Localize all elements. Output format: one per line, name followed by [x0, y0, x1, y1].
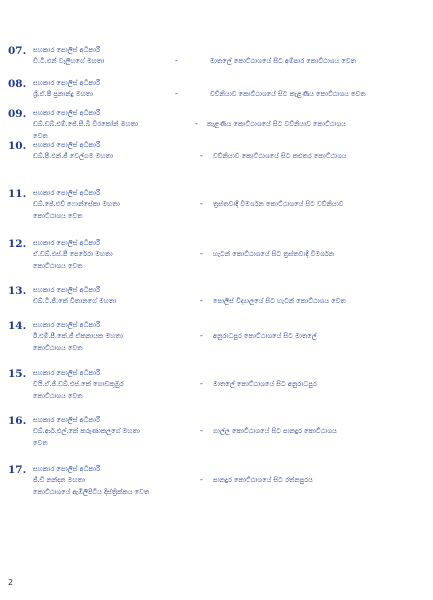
transfer-description: හැටන් කොට්ඨාශයේ සිට ත්‍රස්තවාදී විමර්ශන: [213, 250, 335, 258]
officer-rank: සහකාර පොලිස් අධිකාරී: [33, 46, 100, 54]
officer-name: ඩබ්.ජේ.එච් ෆොන්සේකා මහතා: [33, 200, 120, 208]
entry-number: 12.: [8, 238, 27, 250]
separator-dash: -: [200, 475, 203, 484]
officer-name: වයි.ඒ.ජී.ඩබ්.එස්.කේ ගොඩකුඹුර: [33, 380, 124, 388]
transfer-description-cont: කොට්ඨාශය වෙත: [33, 344, 83, 352]
separator-dash: -: [200, 426, 203, 435]
transfer-description-cont: වෙත: [33, 439, 48, 447]
entry-number: 08.: [8, 78, 27, 90]
officer-rank: සහකාර පොලිස් අධිකාරී: [33, 141, 100, 149]
officer-rank: සහකාර පොලිස් අධිකාරී: [33, 109, 100, 117]
transfer-description: අනුරාධපුර කොට්ඨාශයේ සිට මාතලේ: [213, 332, 317, 340]
separator-dash: -: [200, 379, 203, 388]
officer-rank: සහකාර පොලිස් අධිකාරී: [33, 239, 100, 247]
officer-rank: සහකාර පොලිස් අධිකාරී: [33, 465, 100, 473]
officer-name: ශ්‍රී.ඒ.පී ප්‍රනාන්දු මහතා: [33, 90, 94, 98]
entry-number: 13.: [8, 285, 27, 297]
officer-rank: සහකාර පොලිස් අධිකාරී: [33, 79, 100, 87]
transfer-description: පොලිස් විද්‍යාලයේ සිට හැටන් කොට්ඨාශය වෙත: [213, 297, 346, 305]
transfer-description: ගාල්ල කොට්ඨාශයේ සිට පානදුර කොට්ඨාශය: [213, 427, 337, 435]
transfer-description: වව්නියාව කොට්ඨාශයේ සිට කැළණිය කොට්ඨාශය වෙත: [210, 90, 366, 98]
transfer-description-cont: කොට්ඨාශය වෙත: [33, 262, 83, 270]
entry-number: 17.: [8, 464, 27, 476]
officer-name: ඩබ්.ටී.ජී.කේ විතානගේ මහතා: [33, 297, 117, 305]
officer-rank: සහකාර පොලිස් අධිකාරී: [33, 321, 100, 329]
transfer-description: වව්නියාව කොට්ඨාශයේ සිට කළුතර කොට්ඨාශය: [213, 152, 347, 160]
entry-number: 14.: [8, 320, 27, 332]
transfer-description: පානදුර කොට්ඨාශයේ සිට රත්නපුරය: [213, 476, 313, 484]
entry-number: 15.: [8, 368, 27, 380]
separator-dash: -: [200, 249, 203, 258]
entry-number: 07.: [8, 45, 27, 57]
transfer-description-cont: කොට්ඨාශය වෙත: [33, 212, 83, 220]
separator-dash: -: [175, 89, 178, 98]
transfer-description: මාතලේ කොට්ඨාශයේ සිට අනුරාධපුර: [213, 380, 317, 388]
officer-name: ඩී.ටී.එන් වැලිහගේ මහතා: [33, 57, 105, 65]
entry-number: 11.: [8, 188, 27, 200]
entry-number: 09.: [8, 108, 27, 120]
officer-rank: සහකාර පොලිස් අධිකාරී: [33, 189, 100, 197]
officer-name: ඒ.ඩබ්.එස්.පී පෙරේරා මහතා: [33, 250, 113, 258]
transfer-description-cont: කොට්ඨාශයේ ඇඹිලිපිටිය දිස්ත්‍රික්කය වෙත: [33, 488, 150, 496]
officer-name: ඩබ්.ආර්.එල්.කේ කරුණාකලගේ මහතා: [33, 427, 140, 435]
transfer-description-cont: වෙත: [33, 132, 48, 140]
transfer-description: මාතලේ කොට්ඨාශයේ සිට අම්පාර කොට්ඨාශය වෙත: [210, 57, 356, 65]
separator-dash: -: [200, 151, 203, 160]
separator-dash: -: [175, 56, 178, 65]
officer-name: ඩබ්.ඩබ්.එම්.ජේ.සී.බී වීරකෝන් මහතා: [33, 120, 139, 128]
entry-number: 16.: [8, 415, 27, 427]
officer-rank: සහකාර පොලිස් අධිකාරී: [33, 369, 100, 377]
separator-dash: -: [195, 119, 198, 128]
officer-name: ඊ.එම්.පී.කේ.ජී ඒකනායක මහතා: [33, 332, 123, 340]
transfer-description-cont: කොට්ඨාශය වෙත: [33, 392, 83, 400]
officer-rank: සහකාර පොලිස් අධිකාරී: [33, 286, 100, 294]
separator-dash: -: [200, 296, 203, 305]
officer-name: ඩබ්.පී.එන්.ජී වෙල්ගම මහතා: [33, 152, 113, 160]
transfer-description: ත්‍රස්තවාදී විමර්ශන කොට්ඨාශයේ සිට වව්නියාව: [213, 200, 344, 208]
officer-rank: සහකාර පොලිස් අධිකාරී: [33, 416, 100, 424]
separator-dash: -: [200, 199, 203, 208]
officer-name: ජී.ඩී නන්දන මහතා: [33, 476, 86, 484]
entry-number: 10.: [8, 140, 27, 152]
separator-dash: -: [200, 331, 203, 340]
page-number: 2: [8, 578, 14, 587]
transfer-description: කැළණිය කොට්ඨාශයේ සිට වව්නියාව කොට්ඨාශය: [207, 120, 346, 128]
